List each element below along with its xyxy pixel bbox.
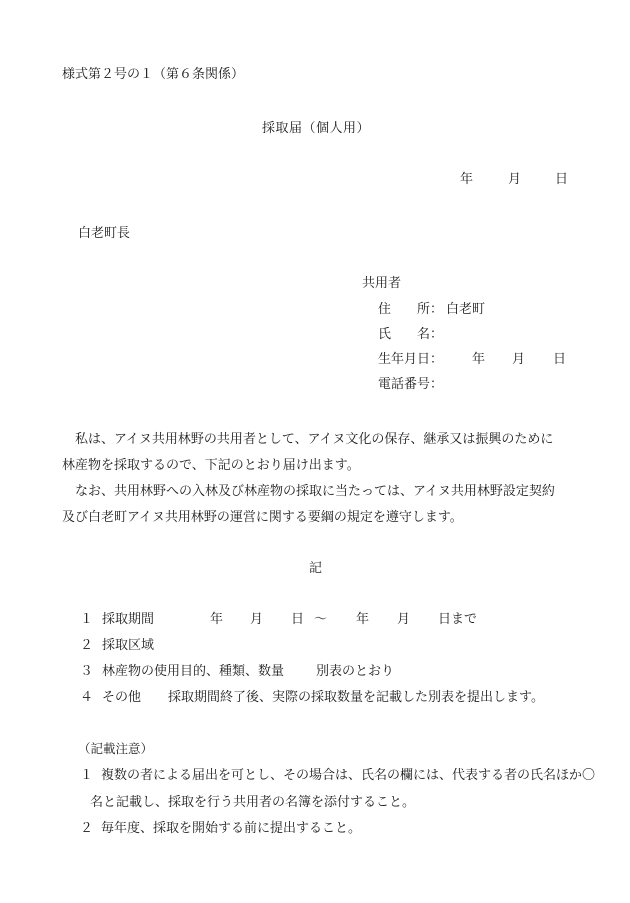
item-1-label: 採取期間: [102, 612, 155, 627]
item-1-number: １: [80, 612, 94, 627]
item-3-number: ３: [80, 664, 94, 679]
applicant-heading: 共用者: [362, 276, 402, 291]
item-3-label: 林産物の使用目的、種類、数量: [102, 664, 285, 679]
note-2-line-1: 毎年度、採取を開始する前に提出すること。: [101, 821, 362, 836]
item-4-number: ４: [80, 690, 94, 705]
addressee: 白老町長: [78, 226, 131, 241]
note-2-number: ２: [80, 821, 94, 836]
birth-year-label: 年: [472, 352, 486, 367]
document-title: 採取届（個人用）: [262, 121, 371, 136]
notes-heading: （記載注意）: [78, 741, 154, 756]
body-paragraph-2-line-2: 及び白老町アイヌ共用林野の運営に関する要綱の規定を遵守します。: [62, 510, 463, 525]
note-1-number: １: [80, 768, 94, 783]
birthdate-label: 生年月日：: [378, 352, 444, 367]
note-1-line-2: 名と記載し、採取を行う共用者の名簿を添付すること。: [90, 795, 416, 810]
body-paragraph-2-line-1: なお、共用林野への入林及び林産物の採取に当たっては、アイヌ共用林野設定契約: [75, 484, 555, 499]
address-value: 白老町: [446, 302, 486, 317]
body-paragraph-1-line-2: 林産物を採取するので、下記のとおり届け出ます。: [62, 458, 360, 473]
birth-day-label: 日: [553, 352, 567, 367]
period-start-year: 年: [210, 612, 224, 627]
body-paragraph-1-line-1: 私は、アイヌ共用林野の共用者として、アイヌ文化の保存、継承又は振興のために: [75, 432, 554, 447]
phone-label: 電話番号：: [378, 377, 444, 392]
date-year-label: 年: [460, 172, 474, 187]
birth-month-label: 月: [512, 352, 526, 367]
date-month-label: 月: [508, 172, 522, 187]
date-day-label: 日: [555, 172, 569, 187]
item-2-label: 採取区域: [102, 638, 155, 653]
form-number: 様式第２号の１（第６条関係）: [62, 67, 245, 82]
item-2-number: ２: [80, 638, 94, 653]
period-end-month: 月: [397, 612, 411, 627]
ki-heading: 記: [309, 561, 323, 576]
address-label: 住 所：: [378, 302, 444, 317]
note-1-line-1: 複数の者による届出を可とし、その場合は、氏名の欄には、代表する者の氏名ほか〇: [101, 768, 596, 783]
item-4-value: 採取期間終了後、実際の採取数量を記載した別表を提出します。: [168, 690, 544, 705]
period-end-year: 年: [356, 612, 370, 627]
period-start-day: 日: [291, 612, 305, 627]
period-start-month: 月: [250, 612, 264, 627]
item-3-value: 別表のとおり: [316, 664, 395, 679]
period-separator: ～: [314, 612, 328, 627]
period-end-day: 日まで: [438, 612, 478, 627]
item-4-label: その他: [102, 690, 142, 705]
name-label: 氏 名：: [378, 327, 444, 342]
